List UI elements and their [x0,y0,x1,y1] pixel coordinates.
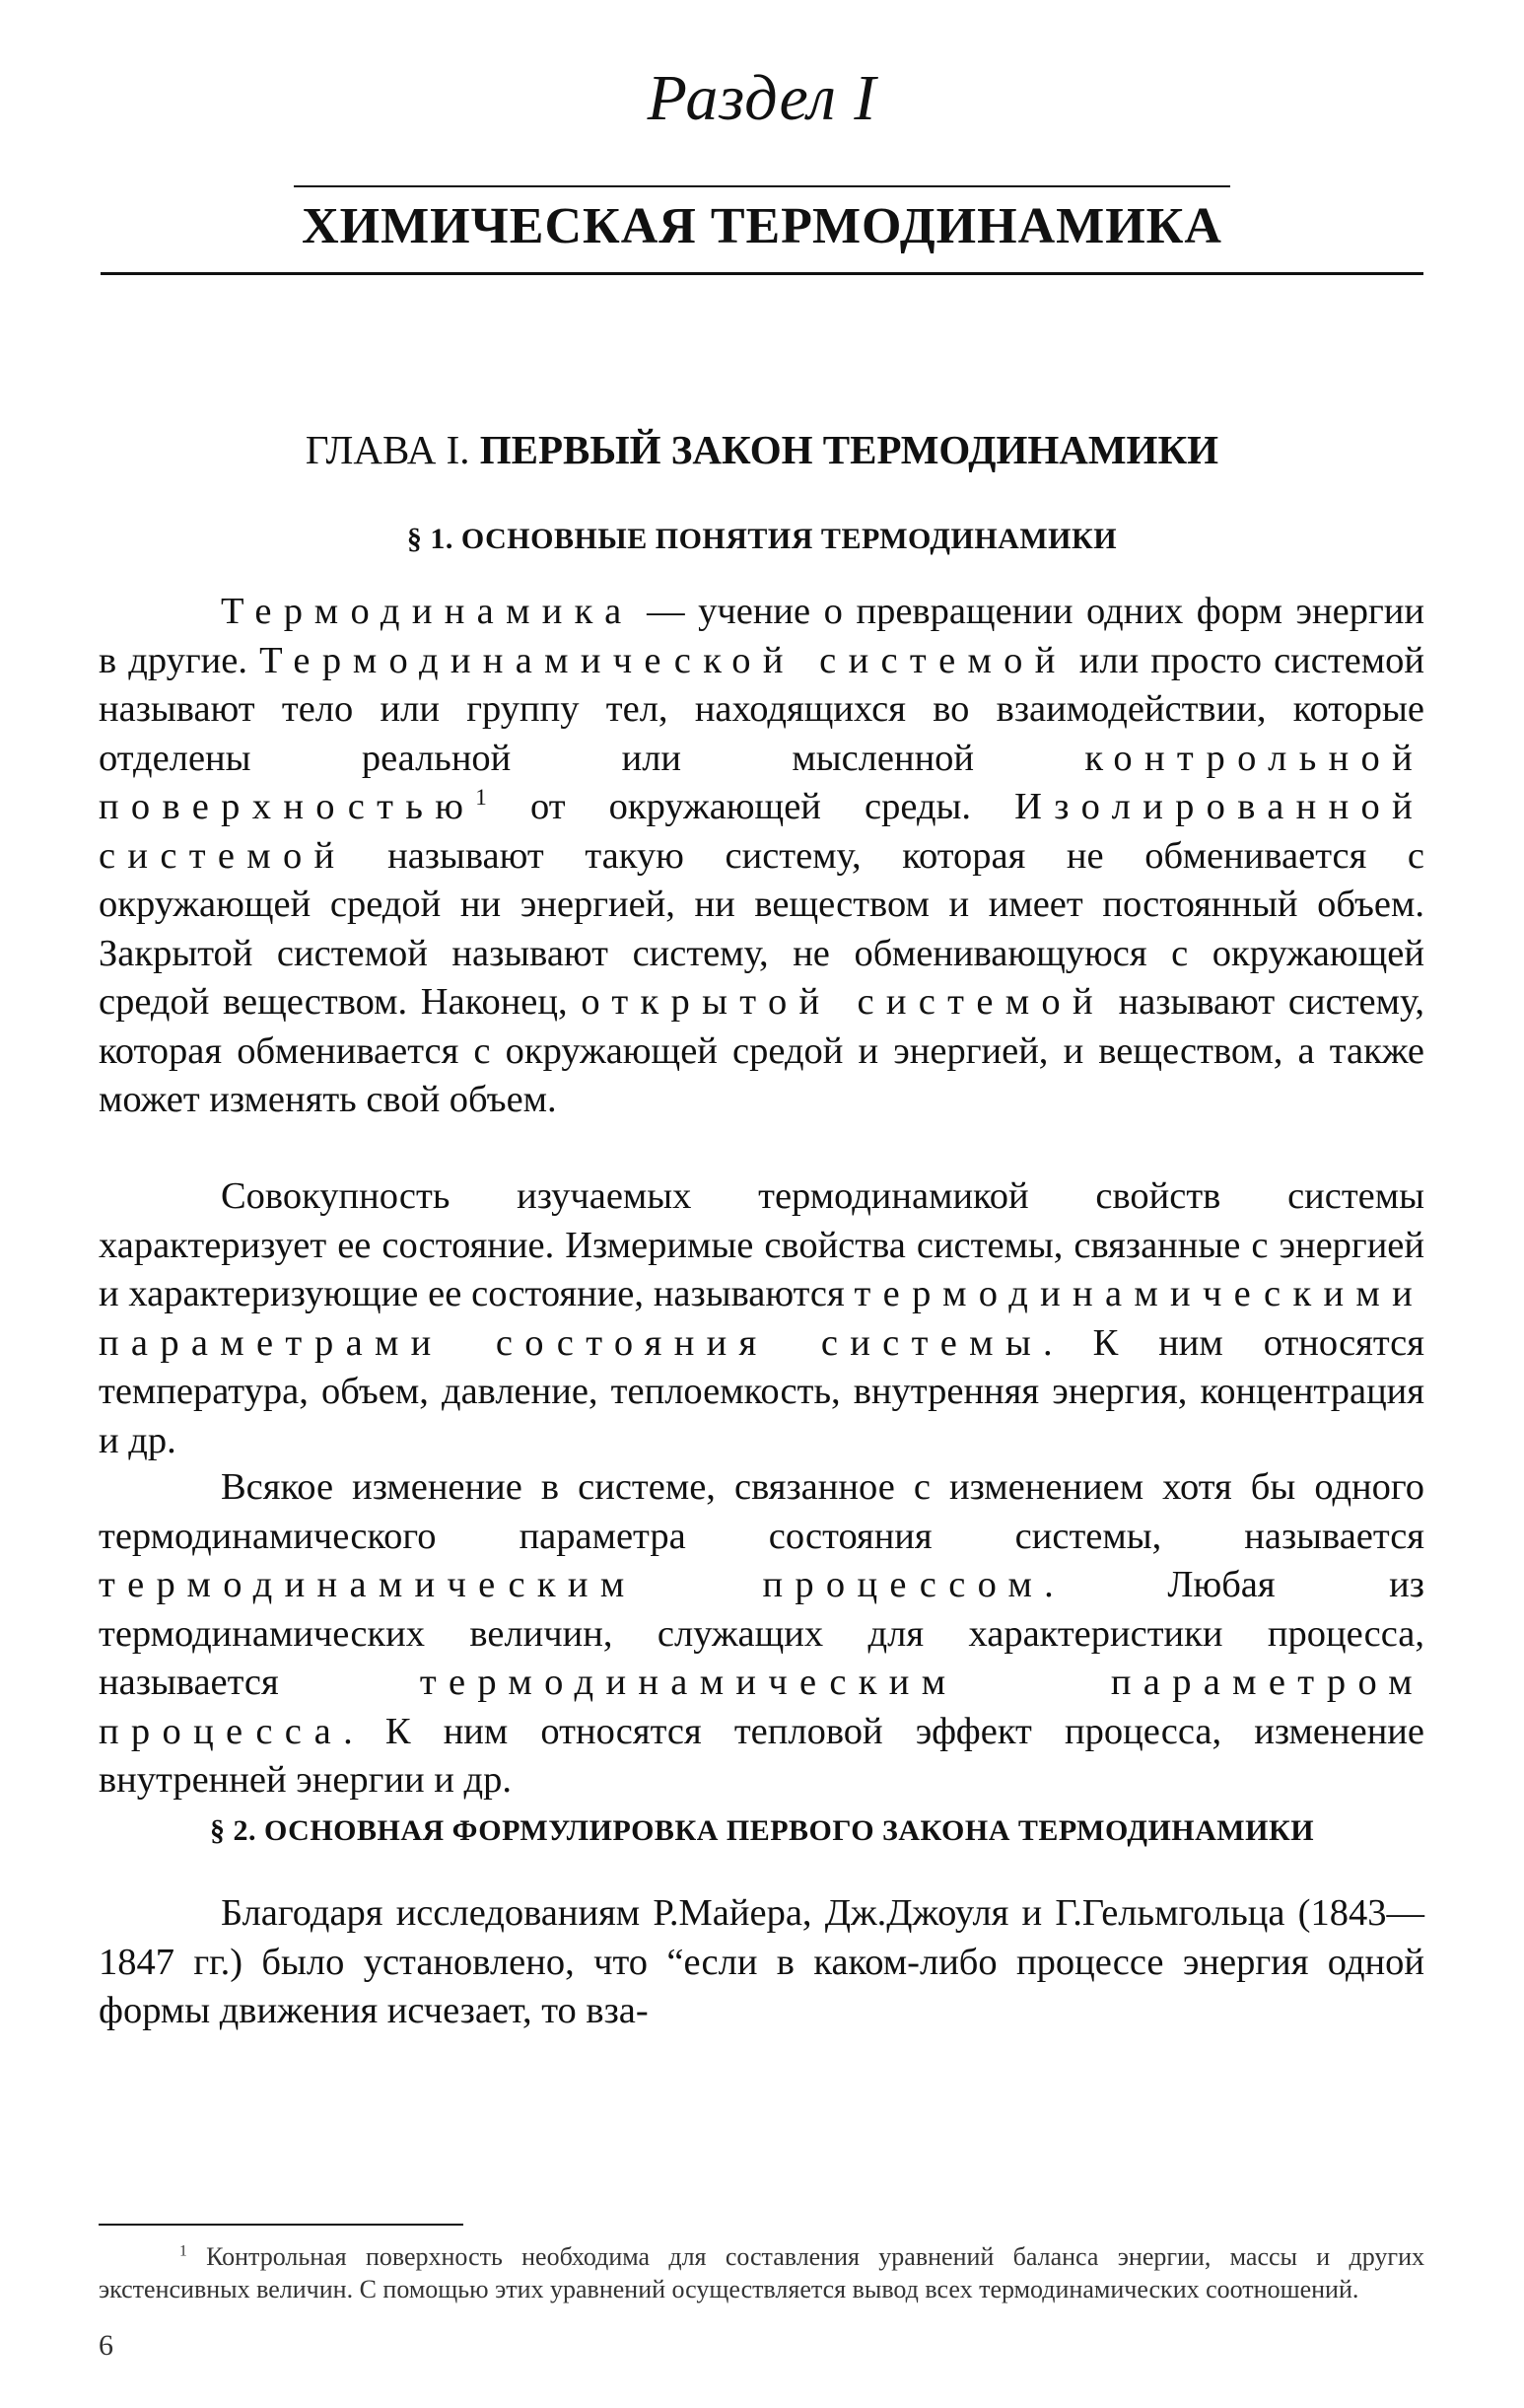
footnote-text: Контрольная поверхность необходима для составления уравнений баланса энергии, массы и других экстенсивных величин. С помощью этих уравнений осуществляется вывод всех термодинамических соотношений. [99,2242,1424,2303]
paragraph-2: Совокупность изучаемых термодинамикой свойств системы характеризует ее состояние. Измеримые свойства системы, связанные с энергией и характеризующие ее состояние, называются термодинамическими параметрами состояния системы. К ним относятся температура, объем, давление, теплоемкость, внутренняя энергия, концентрация и др. [99,1175,1424,1461]
footnote-ref: 1 [475,784,487,811]
paragraph-1: Термодинамика — учение о превращении одних форм энергии в другие. Термодинамической системой или просто системой называют тело или группу тел, находящихся во взаимодействии, которые отделены реальной или мысленной контрольной поверхностью$^1$ от окружающей среды. Изолированной системой называют такую систему, которая не обменивается с окружающей средой ни энергией, ни веществом и имеет постоянный объем. Закрытой системой называют систему, не обменивающуюся с окружающей средой веществом. Наконец, открытой системой называют систему, которая обменивается с окружающей средой и энергией, и веществом, а также может изменять свой объем. [99,591,1424,1120]
part-title: ХИМИЧЕСКАЯ ТЕРМОДИНАМИКА [302,198,1222,254]
chapter-heading [0,426,1524,473]
footnote-mark: 1 [179,2242,187,2260]
term-thermodynamics: Термодинамика [221,591,634,632]
term-thermodynamic-system: Термодинамической системой [259,639,1068,681]
footnote [99,2240,1424,2305]
footnote-divider [99,2224,463,2226]
paragraph-3: Всякое изменение в системе, связанное с изменением хотя бы одного термодинамического параметра состояния системы, называется термодинамическим процессом. Любая из термодинамических величин, служащих для характеристики процесса, называется термодинамическим параметром процесса. К ним относятся тепловой эффект процесса, изменение внутренней энергии и др. [99,1466,1424,1801]
term-thermodynamic-process: термодинамическим процессом [99,1564,1045,1605]
term-process-parameter: термодинамическим параметром процесса [99,1662,1424,1752]
part-heading: Раздел I [647,62,877,134]
chapter-number: ГЛАВА I. [305,427,470,472]
term-isolated-system: Изолированной системой [99,786,1424,877]
section-2-heading: § 2. ОСНОВНАЯ ФОРМУЛИРОВКА ПЕРВОГО ЗАКОНА ТЕРМОДИНАМИКИ [209,1814,1315,1847]
chapter-title: ПЕРВЫЙ ЗАКОН ТЕРМОДИНАМИКИ [479,427,1219,472]
term-open-system: открытой системой [581,981,1105,1023]
page-number: 6 [99,2329,113,2362]
term-control-surface: контрольной поверхностью [99,737,1424,827]
part-underline [101,272,1423,275]
part-divider [294,185,1230,187]
section-1-heading: § 1. ОСНОВНЫЕ ПОНЯТИЯ ТЕРМОДИНАМИКИ [406,523,1118,555]
paragraph-4: Благодаря исследованиям Р.Майера, Дж.Джоуля и Г.Гельмгольца (1843—1847 гг.) было установлено, что “если в каком-либо процессе энергия одной формы движения исчезает, то вза- [99,1892,1424,2031]
term-state-parameters: термодинамическими параметрами состояния системы [99,1273,1424,1364]
